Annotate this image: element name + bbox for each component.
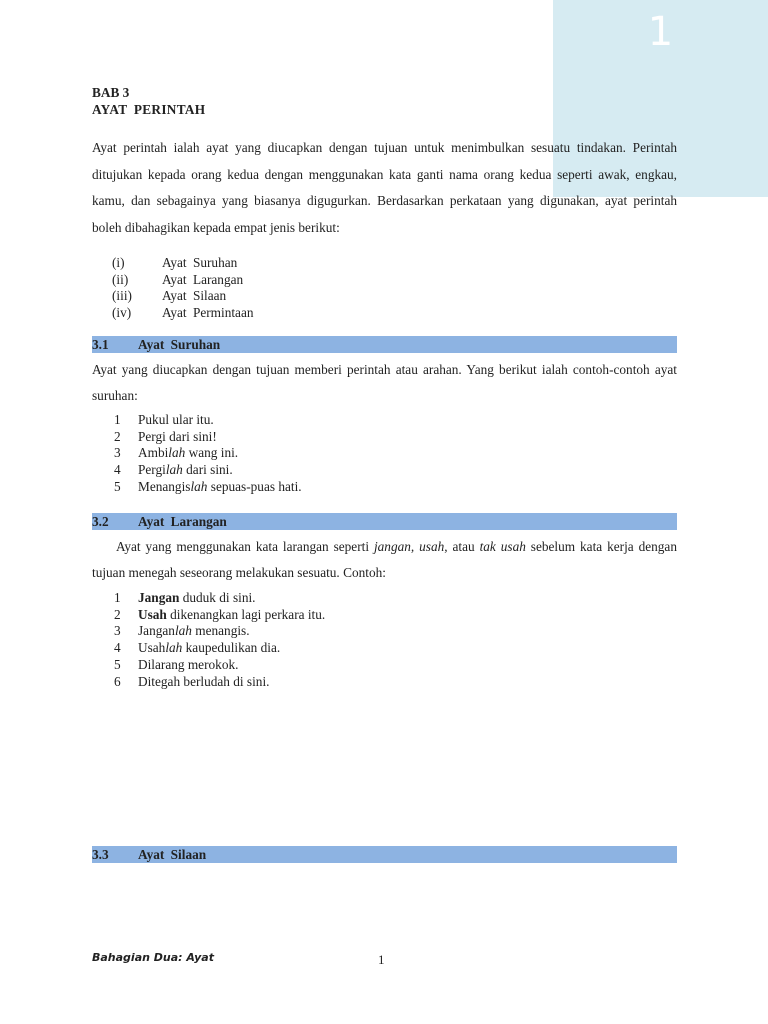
list-item-number: (ii) (112, 271, 129, 287)
example-number: 2 (114, 428, 121, 444)
example-item (92, 657, 677, 674)
list-item-number: (i) (112, 255, 125, 270)
section-number: 3.3 (92, 847, 109, 862)
list-item-label: Ayat Permintaan (162, 305, 254, 321)
example-text: Jangan duduk di sini. (138, 589, 256, 605)
example-item (92, 479, 677, 496)
section-paragraph: Ayat yang diucapkan dengan tujuan memberi perintah atau arahan. Yang berikut ialah contoh-contoh ayat suruhan: (92, 361, 677, 404)
example-text: Usah dikenangkan lagi perkara itu. (138, 606, 326, 622)
section-number: 3.2 (92, 513, 109, 529)
example-number: 4 (114, 462, 121, 478)
types-list (92, 255, 677, 322)
example-item (92, 445, 677, 462)
example-item (92, 462, 677, 479)
example-text: Pergilah dari sini. (138, 462, 233, 478)
list-item-number: (iv) (112, 305, 132, 321)
chapter-title: AYAT PERINTAH (92, 102, 206, 117)
section-title: Ayat Larangan (138, 513, 227, 529)
example-text: Pergi dari sini! (138, 428, 217, 444)
section-title: Ayat Suruhan (138, 336, 221, 352)
example-number: 5 (114, 478, 121, 494)
example-text: Ditegah berludah di sini. (138, 673, 270, 689)
list-item (92, 288, 677, 305)
list-item (92, 305, 677, 322)
example-number: 3 (114, 445, 121, 461)
intro-paragraph: Ayat perintah ialah ayat yang diucapkan dengan tujuan untuk menimbulkan sesuatu tindakan. Perintah ditujukan kepada orang kedua dengan menggunakan kata ganti nama orang kedua seperti awak, engkau, kamu, dan sebagainya yang biasanya digugurkan. Berdasarkan perkataan yang digunakan, ayat perintah boleh dibahagikan kepada empat jenis berikut: (92, 140, 677, 235)
example-number: 4 (114, 640, 121, 656)
example-list-larangan (92, 590, 677, 691)
example-item (92, 623, 677, 640)
example-text: Menangislah sepuas-puas hati. (138, 478, 302, 494)
section-title: Ayat Silaan (138, 847, 207, 862)
list-item (92, 272, 677, 289)
corner-page-number: 1 (647, 9, 674, 55)
example-number: 6 (114, 673, 121, 689)
list-item (92, 255, 677, 272)
chapter-label: BAB 3 (92, 85, 130, 100)
example-item (92, 412, 677, 429)
footer-page-number: 1 (378, 952, 385, 967)
example-text: Usahlah kaupedulikan dia. (138, 640, 281, 656)
example-number: 1 (114, 411, 121, 427)
section-heading-silaan (92, 846, 677, 863)
example-text: Dilarang merokok. (138, 656, 239, 672)
example-item (92, 607, 677, 624)
example-number: 2 (114, 606, 121, 622)
example-item (92, 429, 677, 446)
list-item-label: Ayat Suruhan (162, 255, 238, 270)
section-heading-larangan (92, 513, 677, 530)
section-number: 3.1 (92, 336, 109, 352)
example-item (92, 590, 677, 607)
example-list-suruhan (92, 412, 677, 496)
example-number: 5 (114, 656, 121, 672)
example-number: 3 (114, 623, 121, 639)
section-paragraph: Ayat yang menggunakan kata larangan seperti jangan, usah, atau tak usah sebelum kata kerja dengan tujuan menegah seseorang melakukan sesuatu. Contoh: (92, 538, 677, 581)
example-item (92, 674, 677, 691)
section-heading-suruhan (92, 336, 677, 353)
footer-label: Bahagian Dua: Ayat (92, 951, 214, 964)
example-item (92, 640, 677, 657)
example-number: 1 (114, 589, 121, 605)
document-body (92, 84, 677, 862)
example-text: Janganlah menangis. (138, 623, 250, 639)
example-text: Pukul ular itu. (138, 411, 214, 427)
list-item-label: Ayat Silaan (162, 288, 227, 304)
list-item-number: (iii) (112, 288, 132, 304)
example-text: Ambilah wang ini. (138, 445, 239, 461)
list-item-label: Ayat Larangan (162, 271, 244, 287)
